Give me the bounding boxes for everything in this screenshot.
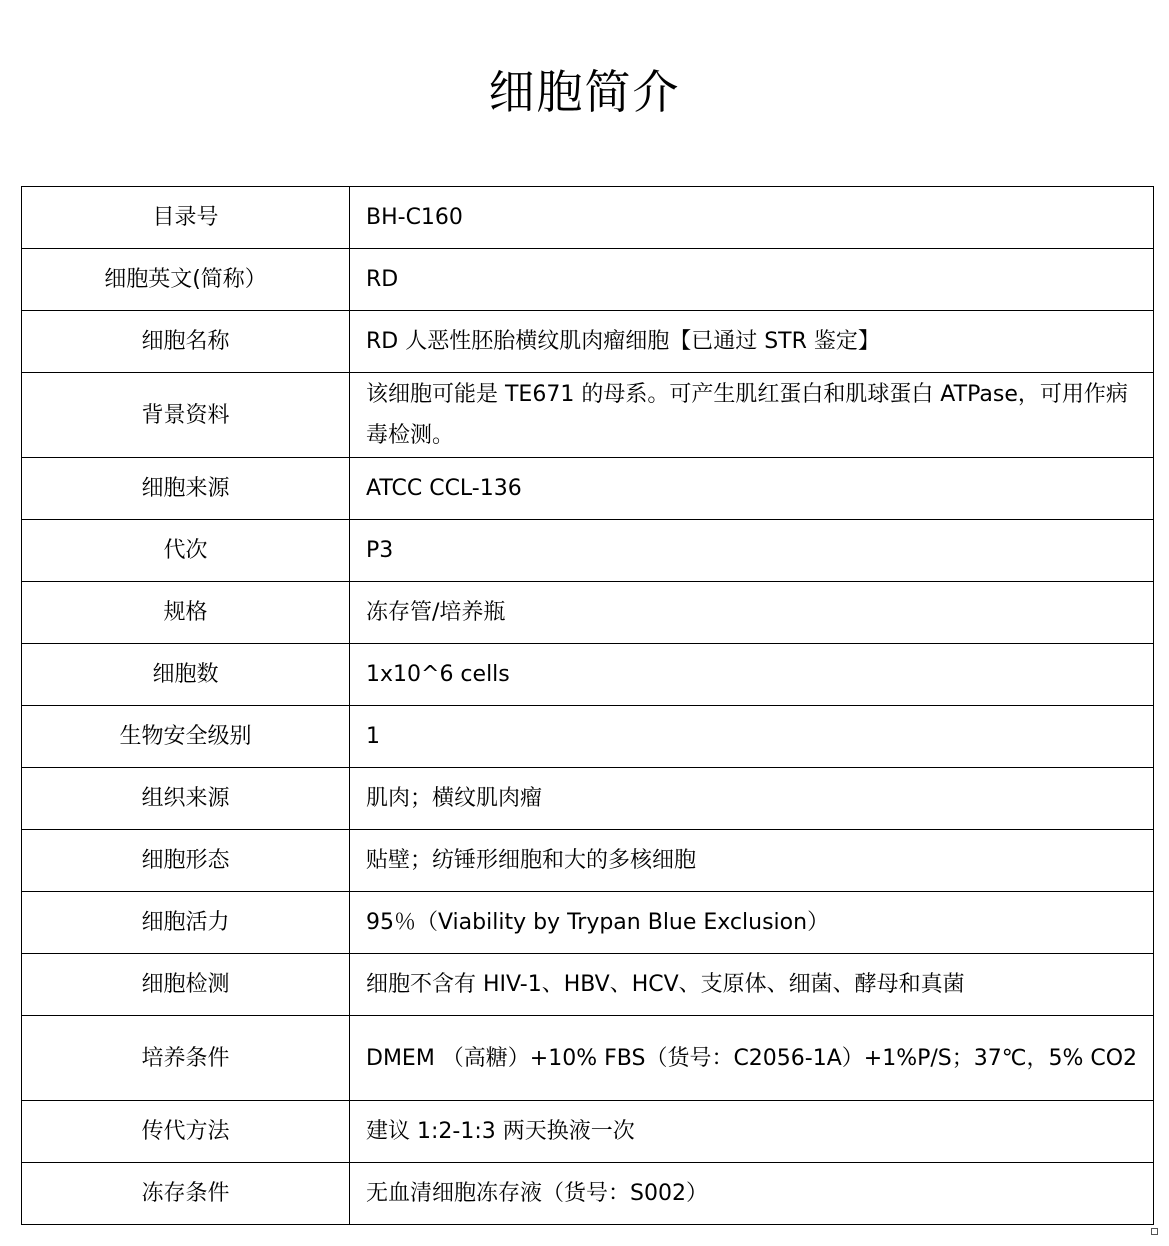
page-title: 细胞简介 xyxy=(488,64,681,119)
row-label: 目录号 xyxy=(22,187,350,249)
table-row-catalog-number xyxy=(22,187,1154,249)
row-label: 传代方法 xyxy=(22,1101,350,1163)
row-value: 建议 1:2-1:3 两天换液一次 xyxy=(350,1101,1154,1163)
row-label: 细胞数 xyxy=(22,644,350,706)
table-row-morphology xyxy=(22,830,1154,892)
table-row-viability xyxy=(22,892,1154,954)
table-row-passage xyxy=(22,520,1154,582)
row-label: 生物安全级别 xyxy=(22,706,350,768)
row-label: 细胞英文(简称） xyxy=(22,249,350,311)
row-value: 1x10^6 cells xyxy=(350,644,1154,706)
row-label: 培养条件 xyxy=(22,1016,350,1101)
row-label: 组织来源 xyxy=(22,768,350,830)
row-label: 细胞名称 xyxy=(22,311,350,373)
table-resize-handle-icon xyxy=(1151,1228,1158,1235)
row-value: DMEM （高糖）+10% FBS（货号：C2056-1A）+1%P/S；37℃，5% CO2 xyxy=(350,1016,1154,1101)
table-row-cell-count xyxy=(22,644,1154,706)
table-row-passage-method xyxy=(22,1101,1154,1163)
cell-info-table xyxy=(21,186,1154,1225)
table-row-testing xyxy=(22,954,1154,1016)
row-value: 贴壁；纺锤形细胞和大的多核细胞 xyxy=(350,830,1154,892)
row-value: 1 xyxy=(350,706,1154,768)
row-value: ATCC CCL-136 xyxy=(350,458,1154,520)
row-value: RD 人恶性胚胎横纹肌肉瘤细胞【已通过 STR 鉴定】 xyxy=(350,311,1154,373)
row-label: 细胞来源 xyxy=(22,458,350,520)
table-row-cell-name xyxy=(22,311,1154,373)
row-label: 细胞活力 xyxy=(22,892,350,954)
row-value: RD xyxy=(350,249,1154,311)
table-row-source xyxy=(22,458,1154,520)
row-label: 细胞检测 xyxy=(22,954,350,1016)
table-row-biosafety-level xyxy=(22,706,1154,768)
table-row-background xyxy=(22,373,1154,458)
row-value: BH-C160 xyxy=(350,187,1154,249)
row-label: 细胞形态 xyxy=(22,830,350,892)
table-row-freezing-conditions xyxy=(22,1163,1154,1225)
table-row-specification xyxy=(22,582,1154,644)
row-value: P3 xyxy=(350,520,1154,582)
row-label: 代次 xyxy=(22,520,350,582)
row-value: 细胞不含有 HIV-1、HBV、HCV、支原体、细菌、酵母和真菌 xyxy=(350,954,1154,1016)
row-label: 背景资料 xyxy=(22,373,350,458)
table-row-culture-conditions xyxy=(22,1016,1154,1101)
row-value: 该细胞可能是 TE671 的母系。可产生肌红蛋白和肌球蛋白 ATPase，可用作病毒检测。 xyxy=(350,373,1154,458)
row-value: 冻存管/培养瓶 xyxy=(350,582,1154,644)
table-row-english-name xyxy=(22,249,1154,311)
row-value: 无血清细胞冻存液（货号：S002） xyxy=(350,1163,1154,1225)
row-label: 冻存条件 xyxy=(22,1163,350,1225)
row-label: 规格 xyxy=(22,582,350,644)
row-value: 肌肉；横纹肌肉瘤 xyxy=(350,768,1154,830)
row-value: 95％（Viability by Trypan Blue Exclusion） xyxy=(350,892,1154,954)
table-row-tissue-source xyxy=(22,768,1154,830)
